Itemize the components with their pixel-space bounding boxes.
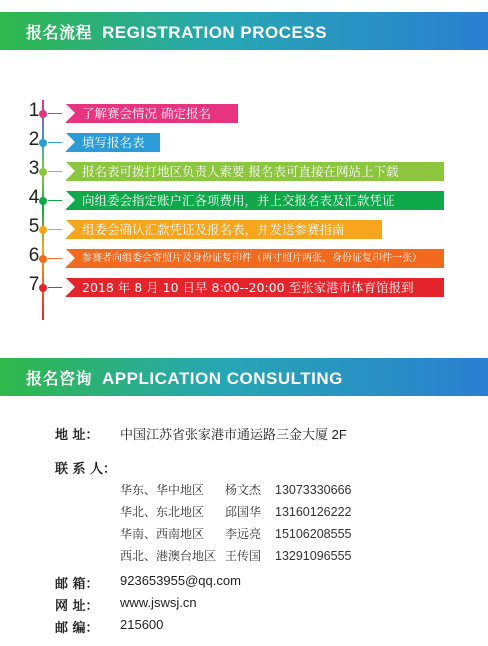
consulting-title-cn: 报名咨询 bbox=[26, 368, 93, 388]
contact-region: 华东、华中地区 bbox=[120, 483, 205, 497]
step-connector bbox=[48, 142, 62, 143]
step-text: 2018 年 8 月 10 日早 8:00--20:00 至张家港市体育馆报到 bbox=[82, 280, 414, 295]
contact-region: 华北、东北地区 bbox=[120, 505, 205, 519]
contact-name: 邱国华 bbox=[225, 505, 262, 519]
step-connector bbox=[48, 258, 62, 259]
step-connector bbox=[48, 113, 62, 114]
website-label: 网 址： bbox=[55, 599, 99, 614]
step-connector bbox=[48, 229, 62, 230]
step-dot bbox=[39, 110, 47, 118]
email-label: 邮 箱： bbox=[55, 577, 99, 592]
consulting-title bbox=[26, 366, 343, 389]
contact-row bbox=[120, 547, 351, 564]
step-bar bbox=[66, 278, 444, 297]
address-value: 中国江苏省张家港市通运路三金大厦 2F bbox=[120, 427, 347, 442]
contact-phone[interactable]: 13073330666 bbox=[275, 483, 352, 497]
step-number: 3 bbox=[28, 158, 40, 179]
step-number: 7 bbox=[28, 274, 40, 295]
consulting-title-en: APPLICATION CONSULTING bbox=[102, 368, 343, 388]
consulting-banner bbox=[0, 358, 488, 396]
step-bar bbox=[66, 133, 160, 152]
zip-value: 215600 bbox=[120, 617, 164, 632]
step-dot bbox=[39, 255, 47, 263]
address-label: 地 址： bbox=[55, 428, 99, 443]
step-dot bbox=[39, 226, 47, 234]
step-number: 4 bbox=[28, 187, 40, 208]
contact-name: 李远亮 bbox=[225, 527, 262, 541]
zip-label: 邮 编： bbox=[55, 621, 99, 636]
step-text: 组委会确认汇款凭证及报名表，并发送参赛指南 bbox=[82, 222, 345, 237]
contact-row bbox=[120, 525, 351, 542]
step-number: 1 bbox=[28, 100, 40, 121]
step-bar bbox=[66, 191, 444, 210]
step-bar bbox=[66, 162, 444, 181]
step-connector bbox=[48, 287, 62, 288]
step-dot bbox=[39, 197, 47, 205]
website-value[interactable]: www.jswsj.cn bbox=[120, 595, 197, 610]
contact-row bbox=[120, 481, 351, 498]
step-connector bbox=[48, 200, 62, 201]
registration-title-en: REGISTRATION PROCESS bbox=[102, 22, 328, 42]
step-text: 填写报名表 bbox=[82, 135, 145, 150]
contact-region: 华南、西南地区 bbox=[120, 527, 205, 541]
step-connector bbox=[48, 171, 62, 172]
step-bar bbox=[66, 249, 444, 268]
registration-title bbox=[26, 20, 327, 43]
step-dot bbox=[39, 168, 47, 176]
step-dot bbox=[39, 284, 47, 292]
contact-phone[interactable]: 13160126222 bbox=[275, 505, 352, 519]
step-bar bbox=[66, 220, 382, 239]
step-text: 了解赛会情况 确定报名 bbox=[82, 106, 211, 121]
step-number: 2 bbox=[28, 129, 40, 150]
step-dot bbox=[39, 139, 47, 147]
registration-title-cn: 报名流程 bbox=[26, 22, 93, 42]
contact-name: 王传国 bbox=[225, 549, 262, 563]
step-number: 5 bbox=[28, 216, 40, 237]
step-text: 向组委会指定账户汇各项费用，并上交报名表及汇款凭证 bbox=[82, 193, 395, 208]
contact-phone[interactable]: 13291096555 bbox=[275, 549, 352, 563]
registration-banner bbox=[0, 12, 488, 50]
step-text: 参赛者向组委会寄照片及身份证复印件（两寸照片两张，身份证复印件一张） bbox=[82, 253, 422, 264]
contacts-label: 联 系 人： bbox=[55, 462, 117, 477]
contact-name: 杨文杰 bbox=[225, 483, 262, 497]
contact-phone[interactable]: 15106208555 bbox=[275, 527, 352, 541]
step-text: 报名表可拨打地区负责人索要 报名表可直接在网站上下载 bbox=[82, 164, 399, 179]
contact-row bbox=[120, 503, 351, 520]
contact-region: 西北、港澳台地区 bbox=[120, 549, 217, 563]
step-number: 6 bbox=[28, 245, 40, 266]
step-bar bbox=[66, 104, 238, 123]
email-value[interactable]: 923653955@qq.com bbox=[120, 573, 241, 588]
